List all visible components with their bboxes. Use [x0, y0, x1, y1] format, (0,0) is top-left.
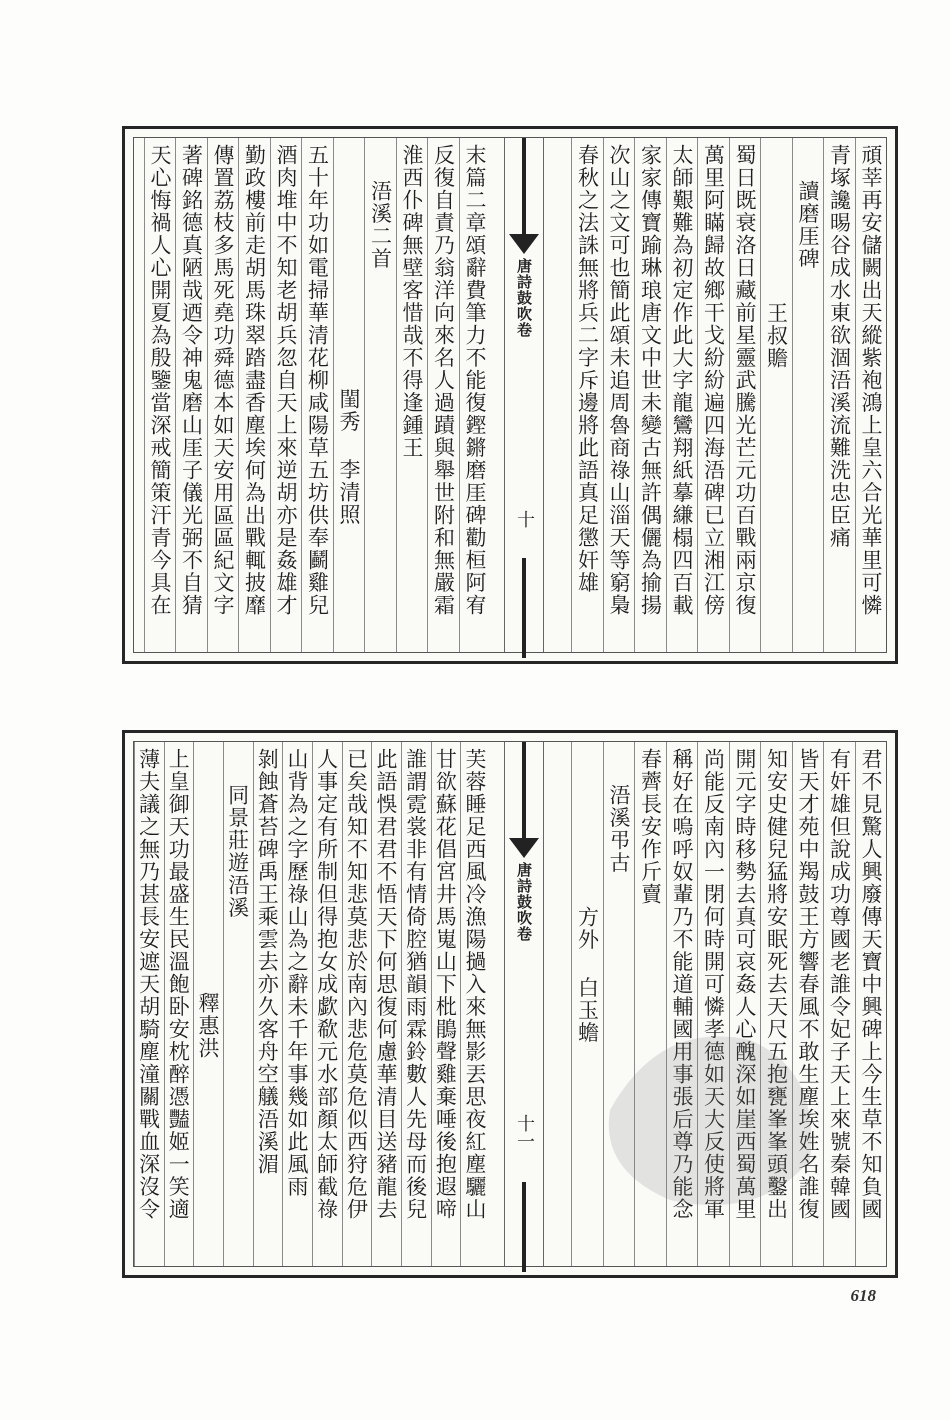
- folio-number: 十一: [514, 1114, 535, 1150]
- text-column: 淮西仆碑無壁客惜哉不得逢鍾王: [396, 138, 428, 652]
- text-column: 傳置荔枝多馬死堯功舜德本如天安用區區紀文字: [207, 138, 239, 652]
- text-column: 君不見驚人興廢傳天寶中興碑上今生草不知負國: [855, 742, 887, 1266]
- spine-black-bar: [522, 138, 526, 234]
- fishtail-mark-icon: [509, 838, 539, 858]
- page-number: 618: [850, 1286, 876, 1305]
- library-seal-watermark: [600, 1010, 830, 1220]
- upper-spine: [504, 138, 544, 652]
- fishtail-mark-icon: [509, 234, 539, 254]
- poem-author: 方外 白玉蟾: [571, 742, 603, 1266]
- poem-title: 浯溪弔古: [603, 742, 635, 1266]
- text-column: 知安史健兒猛將安眠死去天尺五抱甕峯峯頭鑿出: [760, 742, 792, 1266]
- upper-left-half: [134, 138, 490, 652]
- text-column: 頑莘再安儲闕出天縱紫袍鴻上皇六合光華里可憐: [855, 138, 887, 652]
- poem-title: 讀磨厓碑: [792, 138, 824, 652]
- text-column: 反復自責乃翁洋向來名人過蹟與舉世附和無嚴霜: [427, 138, 459, 652]
- text-column: 有奸雄但說成功尊國老誰令妃子天上來號秦韓國: [823, 742, 855, 1266]
- folio-number: 十: [514, 510, 535, 528]
- text-column: 家家傳寶踰琳琅唐文中世未變古無許偶儷為揄揚: [634, 138, 666, 652]
- upper-right-half: [530, 138, 886, 652]
- text-column: 已矣哉知不知悲莫悲於南內悲危莫危似西狩危伊: [342, 742, 372, 1266]
- spine-black-bar: [522, 1182, 526, 1272]
- spine-black-bar: [522, 742, 526, 838]
- text-column: 尚能反南內一閉何時開可憐孝德如天大反使將軍: [697, 742, 729, 1266]
- text-column: 勤政樓前走胡馬珠翠踏盡香塵埃何為出戰輒披靡: [238, 138, 270, 652]
- text-column: 著碑銘德真陋哉迺令神鬼磨山厓子儀光弼不自猜: [175, 138, 207, 652]
- text-column: 剝蝕蒼苔碑禹王乘雲去亦久客舟空艤浯溪湄: [253, 742, 283, 1266]
- text-column: 青塚讒晹谷成水東欲涸浯溪流難洗忠臣痛: [823, 138, 855, 652]
- text-column: 此語悞君君不悟天下何思復何慮華清目送豬龍去: [371, 742, 401, 1266]
- text-column: 開元字時移勢去真可哀姦人心醜深如崖西蜀萬里: [729, 742, 761, 1266]
- text-column: 酒肉堆中不知老胡兵忽自天上來逆胡亦是姦雄才: [270, 138, 302, 652]
- text-column: 上皇御天功最盛生民溫飽卧安枕醉憑豔姬一笑適: [164, 742, 194, 1266]
- poem-title: 同景莊遊浯溪: [223, 742, 253, 1266]
- lower-spine: [504, 742, 544, 1266]
- text-column: 次山之文可也簡此頌未追周魯商祿山淄天等窮梟: [603, 138, 635, 652]
- text-column: 芙蓉睡足西風冷漁陽撾入來無影丟思夜紅塵驪山: [460, 742, 490, 1266]
- poem-author: 釋惠洪: [193, 742, 223, 1266]
- spine-title: 唐詩鼓吹卷: [515, 862, 533, 942]
- text-column: 人事定有所制但得抱女成歔欷元水部顏太師截祿: [312, 742, 342, 1266]
- lower-left-half: [134, 742, 490, 1266]
- poem-author: 王叔贍: [760, 138, 792, 652]
- text-column: 甘欲蘇花倡宮井馬嵬山下枇鵑聲雞棄唾後抱遐啼: [431, 742, 461, 1266]
- upper-leaf-inner-frame: [133, 137, 887, 653]
- text-column: 春薺長安作斤賣: [634, 742, 666, 1266]
- text-column: 萬里阿瞞歸故鄉干戈紛紛遍四海浯碑已立湘江傍: [697, 138, 729, 652]
- poem-author: 閨秀 李清照: [333, 138, 365, 652]
- text-column: 誰謂霓裳非有情倚腔猶韻雨霖鈴數人先母而後兒: [401, 742, 431, 1266]
- text-column: 五十年功如電掃華清花柳咸陽草五坊供奉鬬雞兒: [301, 138, 333, 652]
- text-column: 太師艱難為初定作此大字龍鸞翔紙摹縑榻四百載: [666, 138, 698, 652]
- text-column: 蜀日既衰洛日藏前星靈武騰光芒元功百戰兩京復: [729, 138, 761, 652]
- text-column: 春秋之法誅無將兵二字斥邊將此語真足懲奸雄: [571, 138, 603, 652]
- text-column: 天心悔禍人心開夏為殷鑒當深戒簡策汗青今具在: [144, 138, 176, 652]
- text-column: 皆天才苑中羯鼓王方響春風不敢生塵埃姓名誰復: [792, 742, 824, 1266]
- poem-title: 浯溪二首: [364, 138, 396, 652]
- upper-book-leaf: [122, 126, 898, 664]
- spine-black-bar: [522, 558, 526, 658]
- spine-title: 唐詩鼓吹卷: [515, 258, 533, 338]
- text-column: 稱好在嗚呼奴輩乃不能道輔國用事張后尊乃能念: [666, 742, 698, 1266]
- text-column: 薄夫議之無乃甚長安遮天胡騎塵潼關戰血深沒令: [134, 742, 164, 1266]
- text-column: 山背為之字歷祿山為之辭未千年事幾如此風雨: [282, 742, 312, 1266]
- text-column: 末篇二章頌辭費筆力不能復鏗鏘磨厓碑勸桓阿宥: [459, 138, 491, 652]
